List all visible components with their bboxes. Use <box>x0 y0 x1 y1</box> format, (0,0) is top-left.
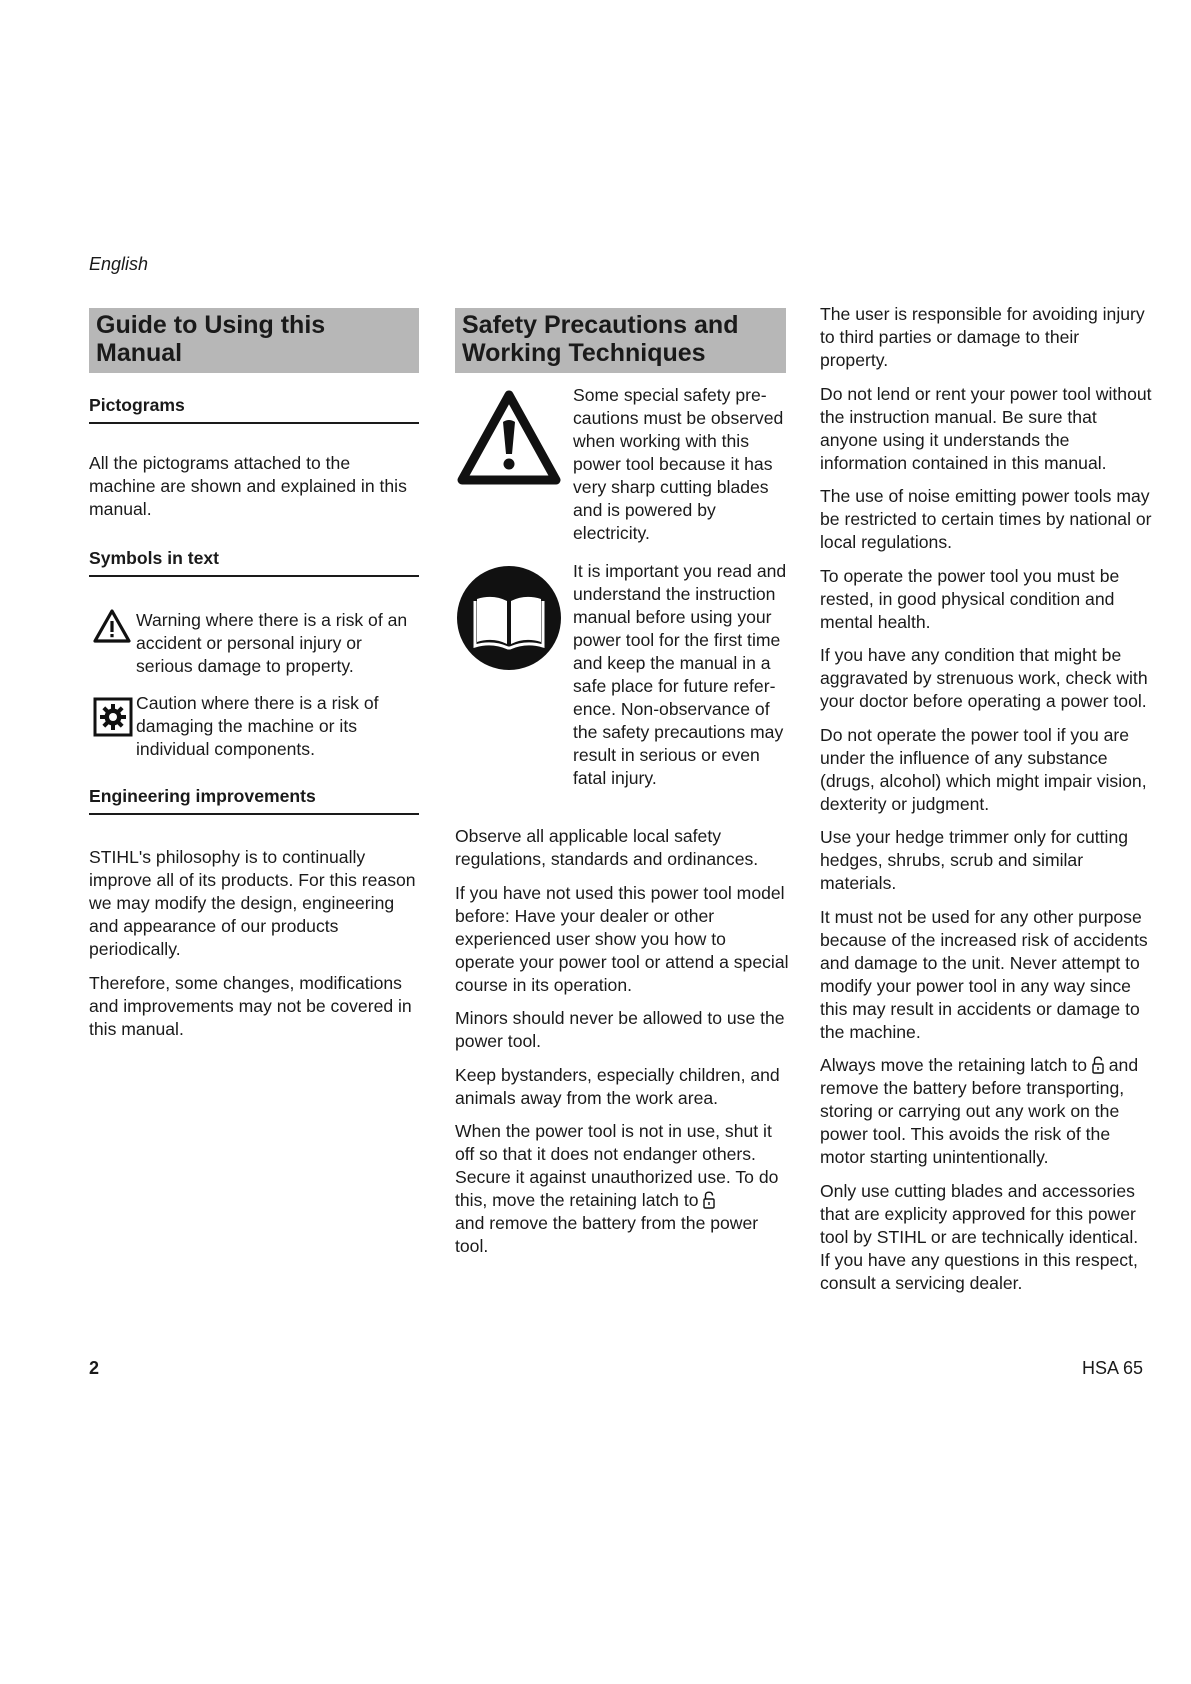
warning-symbol-text: Warning where there is a risk of an accident or personal injury or serious damage to property. <box>136 610 408 676</box>
safety-text-3: Minors should never be allowed to use the power tool. <box>455 1008 785 1051</box>
c3-text-9a: Always move the retaining latch to <box>820 1055 1087 1075</box>
section-heading-safety <box>455 308 786 373</box>
c3-text-1: The user is responsible for avoiding injury to third parties or damage to their property. <box>820 304 1145 370</box>
pictograms-text: All the pictograms attached to the machine are shown and explained in this manual. <box>89 453 407 519</box>
safety-text-4: Keep bystanders, especially children, and animals away from the work area. <box>455 1064 780 1108</box>
c3-text-9 <box>820 1054 1152 1169</box>
column3-text-block <box>820 303 1152 1295</box>
safety-text-block <box>455 825 790 1258</box>
c3-text-10: Only use cutting blades and accessories that are explicity approved for this power tool by STIHL or are technically identical. If you have any questions in this respect, consult a servicing dealer. <box>820 1180 1139 1293</box>
safety-text-5 <box>455 1120 790 1258</box>
section-heading-guide <box>89 308 419 373</box>
unlocked-latch-icon <box>703 1191 715 1209</box>
c3-text-8: It must not be used for any other purpose because of the increased risk of accidents and damage to the unit. Never attempt to modify your power tool in any way since this may result in accidents or damage to the machine. <box>820 906 1148 1042</box>
c3-text-9b: and remove the battery before transporting, storing or carrying out any work on the power tool. This avoids the risk of the motor starting unintentionally. <box>820 1055 1139 1167</box>
engineering-text-2: Therefore, some changes, modifications and improvements may not be covered in this manual. <box>89 972 412 1039</box>
c3-text-6: Do not operate the power tool if you are under the influence of any substance (drugs, alcohol) which might impair vision, dexterity or judgment. <box>820 724 1147 814</box>
warning-triangle-icon <box>92 608 132 644</box>
unlocked-latch-icon <box>1092 1056 1104 1074</box>
c3-text-7: Use your hedge trimmer only for cutting hedges, shrubs, scrub and similar materials. <box>820 827 1129 893</box>
section-heading-guide-text: Guide to Using this Manual <box>96 311 326 367</box>
pictograms-text-block <box>89 452 419 521</box>
c3-text-4: To operate the power tool you must be rested, in good physical condition and mental health. <box>820 565 1120 632</box>
safety-text-5b: and remove the battery from the power tool. <box>455 1213 759 1256</box>
read-manual-icon <box>457 566 561 670</box>
safety-warning-text: Some special safety pre-cautions must be observed when working with this power tool because it has very sharp cutting blades and is powered by electricity. <box>573 385 784 543</box>
caution-symbol-text-block <box>136 692 421 761</box>
page-number: 2 <box>89 1358 100 1378</box>
safety-warning-text-block <box>573 384 788 545</box>
safety-text-1: Observe all applicable local safety regulations, standards and ordinances. <box>455 826 759 869</box>
gear-caution-icon <box>93 697 133 737</box>
section-heading-safety-line2: Working Techniques <box>462 339 706 367</box>
model-name: HSA 65 <box>1082 1358 1144 1378</box>
safety-warning-icon <box>455 388 563 488</box>
subheading-symbols: Symbols in text <box>89 548 419 577</box>
safety-text-2: If you have not used this power tool model before: Have your dealer or other experienced user show you how to operate your power tool or attend a special course in its operation. <box>455 882 789 995</box>
read-manual-text-block <box>573 560 788 790</box>
c3-text-5: If you have any condition that might be aggravated by strenuous work, check with your doctor before operating a power tool. <box>820 645 1148 711</box>
section-heading-safety-line1: Safety Precautions and <box>462 311 739 339</box>
read-manual-text: It is important you read and understand the instruction manual before using your power tool for the first time and keep the manual in a safe place for future refer-ence. Non-observance of the safety precautions may result in serious or even fatal injury. <box>573 561 787 788</box>
engineering-text-block <box>89 846 421 1041</box>
engineering-text-1: STIHL's philosophy is to continually improve all of its products. For this reason we may modify the design, engineering and appearance of our products periodically. <box>89 847 416 959</box>
subheading-pictograms: Pictograms <box>89 395 419 424</box>
c3-text-2: Do not lend or rent your power tool without the instruction manual. Be sure that anyone using it understands the information contained in this manual. <box>820 383 1152 473</box>
warning-symbol-text-block <box>136 609 421 678</box>
caution-symbol-text: Caution where there is a risk of damaging the machine or its individual components. <box>136 693 379 759</box>
c3-text-3: The use of noise emitting power tools may be restricted to certain times by national or local regulations. <box>820 486 1152 552</box>
language-label: English <box>89 254 149 274</box>
subheading-engineering: Engineering improvements <box>89 786 419 815</box>
safety-text-5a: When the power tool is not in use, shut it off so that it does not endanger others. Secure it against unauthorized use. To do this, move the retaining latch to <box>455 1121 779 1210</box>
